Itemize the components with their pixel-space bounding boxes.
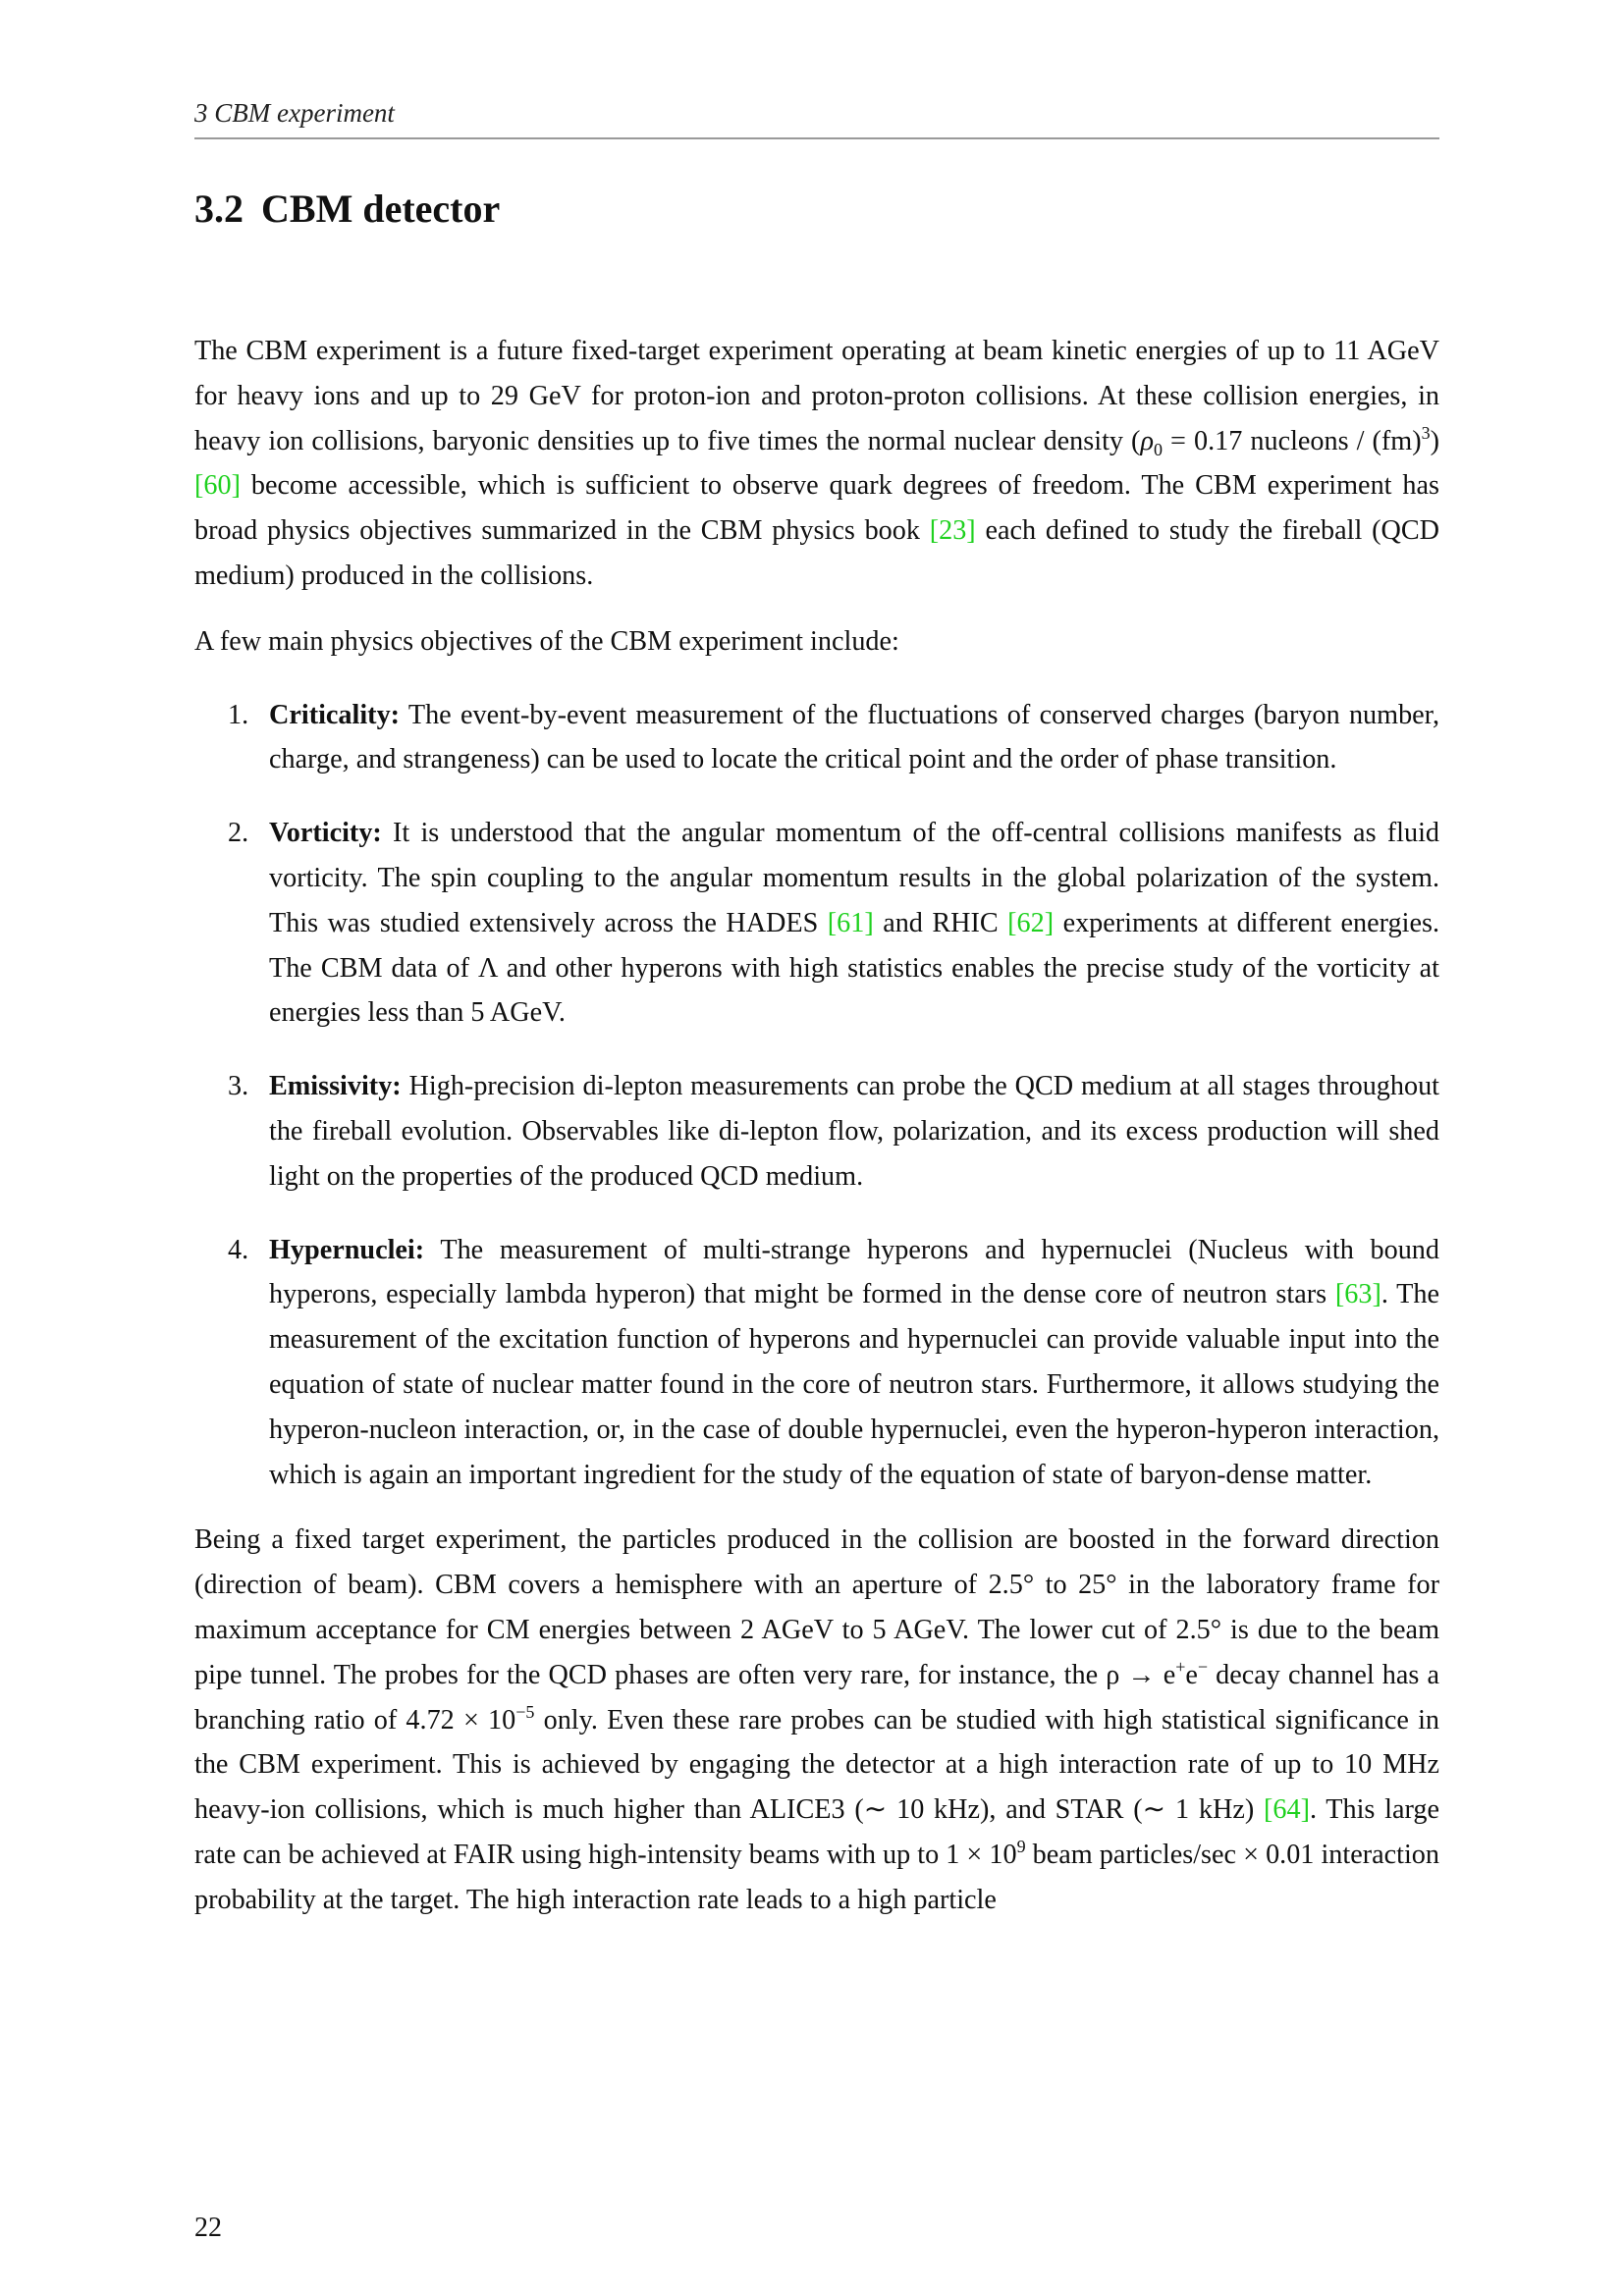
list-marker: 4. (228, 1234, 249, 1265)
fixed-target-paragraph (194, 1518, 1439, 1922)
text-run: ) (1430, 425, 1439, 456)
text-run: The CBM experiment is a future fixed-target experiment operating at beam kinetic energies of up to 11 AGeV for heavy ions and up to 29 GeV for proton-ion and proton-proton collisions. At these collision energies, in heavy ion collisions, baryonic densities up to five times the normal nuclear density ( (194, 336, 1439, 456)
citation-link[interactable]: [23] (929, 515, 976, 547)
citation-link[interactable]: [61] (827, 907, 874, 938)
section-title: CBM detector (261, 187, 501, 231)
text-run: only. Even these rare probes can be studied with high statistical significance in the CBM experiment. This is achieved by engaging the detector at a high interaction rate of up to 10 MHz heavy-ion collisions, which is much higher than ALICE3 (∼ 10 kHz), and STAR (∼ 1 kHz) (194, 1704, 1439, 1826)
list-marker: 3. (228, 1071, 249, 1102)
text-run: e (1185, 1659, 1198, 1690)
math-superscript: + (1175, 1656, 1186, 1677)
list-item (228, 1228, 1439, 1498)
citation-link[interactable]: [60] (194, 470, 241, 502)
item-lead: Hypernuclei: (269, 1234, 425, 1265)
math-superscript: 3 (1421, 422, 1431, 443)
text-run: It is understood that the angular momentum of the off-central collisions manifests as fluid vorticity. The spin coupling to the angular momentum results in the global polarization of the system. This was studied extensively across the HADES (269, 818, 1439, 938)
math-superscript: −5 (515, 1701, 535, 1722)
text-run: and RHIC (873, 907, 1008, 938)
text-run: . The measurement of the excitation function of hyperons and hypernuclei can provide valuable input into the equation of state of nuclear matter found in the core of neutron stars. Furthermore, it allows studying the hyperon-nucleon interaction, or, in the case of double hypernuclei, even the hyperon-hyperon interaction, which is again an important ingredient for the study of the equation of state of baryon-dense matter. (269, 1279, 1439, 1490)
objectives-intro: A few main physics objectives of the CBM experiment include: (194, 625, 899, 657)
objectives-list (194, 693, 1439, 1498)
list-item (228, 1064, 1439, 1199)
list-marker: 2. (228, 818, 249, 849)
list-item (228, 811, 1439, 1036)
text-run: The event-by-event measurement of the fluctuations of conserved charges (baryon number, charge, and strangeness) can be used to locate the critical point and the order of phase transition. (269, 699, 1439, 775)
header-rule (194, 137, 1439, 139)
section-number: 3.2 (194, 187, 244, 231)
text-run: beam particles/sec × 0.01 interaction probability at the target. The high interaction rate leads to a high particle (194, 1839, 1439, 1915)
math-subscript: 0 (1153, 439, 1163, 459)
list-item (228, 693, 1439, 783)
math-rho: ρ (1140, 425, 1154, 456)
text-run: decay channel has a branching ratio of 4.72 × 10 (194, 1659, 1439, 1735)
text-run: become accessible, which is sufficient to observe quark degrees of freedom. The CBM experiment has broad physics objectives summarized in the CBM physics book (194, 470, 1439, 547)
text-run: = 0.17 nucleons / (fm) (1162, 425, 1422, 456)
text-run: High-precision di-lepton measurements can probe the QCD medium at all stages throughout the fireball evolution. Observables like di-lepton flow, polarization, and its excess production will shed light on the properties of the produced QCD medium. (269, 1071, 1439, 1192)
math-superscript: − (1197, 1656, 1209, 1677)
page-number: 22 (194, 2213, 222, 2243)
text-run: experiments at different energies. The CBM data of Λ and other hyperons with high statistics enables the precise study of the vorticity at energies less than 5 AGeV. (269, 907, 1439, 1029)
citation-link[interactable]: [64] (1264, 1794, 1310, 1826)
text-run: The measurement of multi-strange hyperons and hypernuclei (Nucleus with bound hyperons, especially lambda hyperon) that might be formed in the dense core of neutron stars (269, 1234, 1439, 1310)
intro-paragraph (194, 329, 1439, 599)
item-lead: Vorticity: (269, 818, 382, 849)
math-superscript: 9 (1016, 1836, 1026, 1856)
citation-link[interactable]: [62] (1007, 907, 1055, 938)
text-run: . This large rate can be achieved at FAIR using high-intensity beams with up to 1 × 10 (194, 1794, 1439, 1870)
section-heading (194, 185, 500, 234)
item-lead: Criticality: (269, 699, 401, 730)
text-run: each defined to study the fireball (QCD medium) produced in the collisions. (194, 515, 1440, 591)
running-header: 3 CBM experiment (194, 98, 395, 128)
body-text (194, 329, 1439, 1923)
list-marker: 1. (228, 699, 249, 730)
citation-link[interactable]: [63] (1334, 1279, 1381, 1310)
text-run: Being a fixed target experiment, the particles produced in the collision are boosted in the forward direction (direction of beam). CBM covers a hemisphere with an aperture of 2.5° to 25° in the laboratory frame for maximum acceptance for CM energies between 2 AGeV to 5 AGeV. The lower cut of 2.5° is due to the beam pipe tunnel. The probes for the QCD phases are often very rare, for instance, the ρ → e (194, 1524, 1439, 1690)
item-lead: Emissivity: (269, 1071, 402, 1102)
